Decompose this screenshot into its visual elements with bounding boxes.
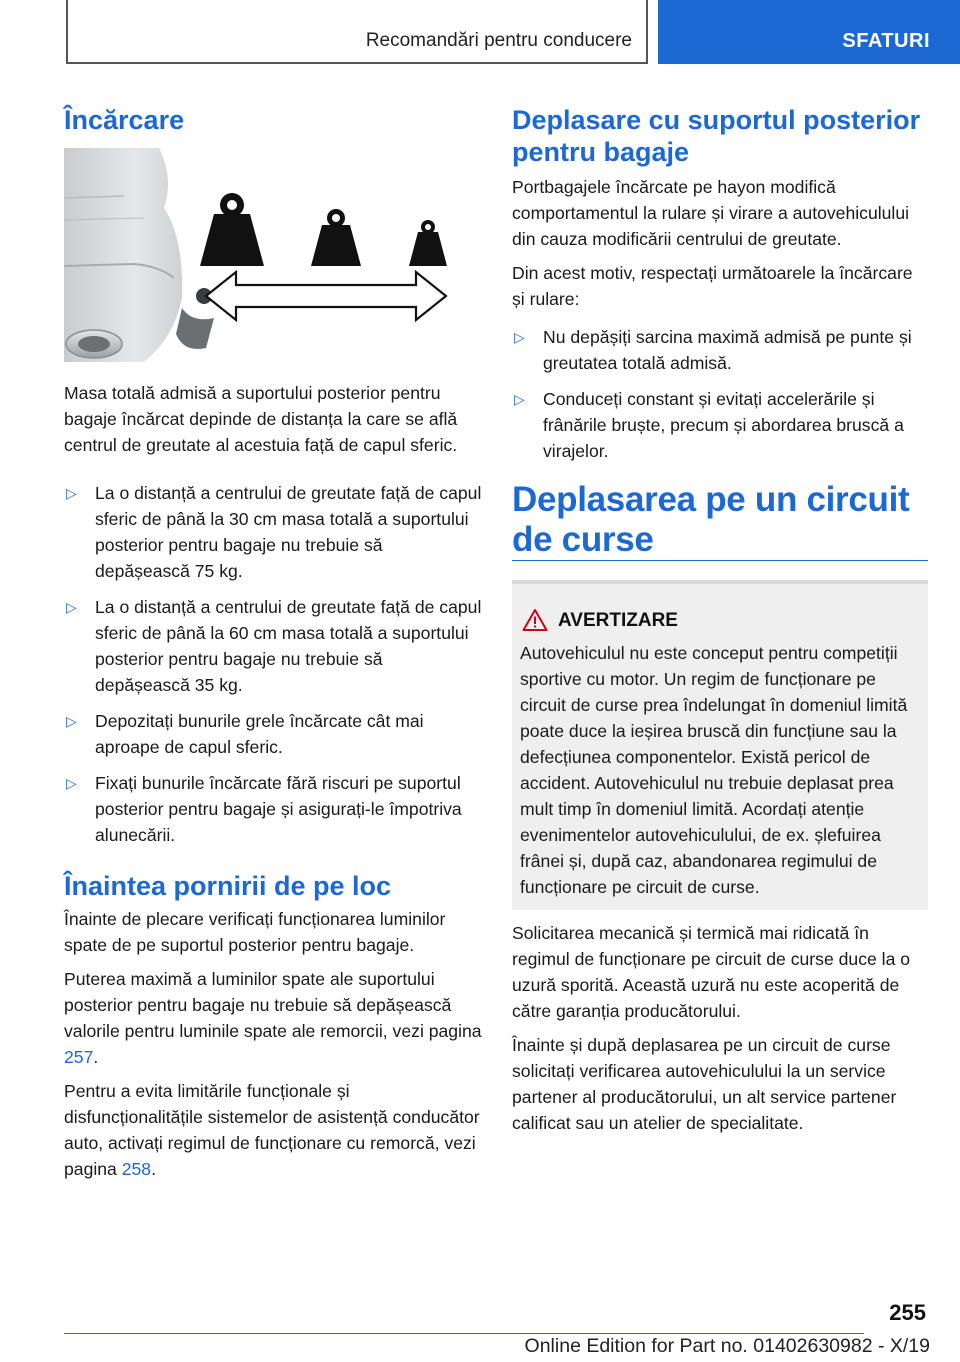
list-item bbox=[64, 708, 482, 760]
heading-before-start: Înaintea pornirii de pe loc bbox=[64, 871, 392, 901]
triangle-right-icon: ▷ bbox=[66, 775, 77, 791]
list-item bbox=[64, 480, 482, 584]
paragraph-text: . bbox=[151, 1159, 156, 1179]
triangle-right-icon: ▷ bbox=[514, 391, 525, 407]
paragraph: Masa totală admisă a suportului posterior pentru bagaje încărcat depinde de distanța la care se află centrul de greutate al acestuia față de capul sferic. bbox=[64, 383, 458, 455]
triangle-right-icon: ▷ bbox=[66, 713, 77, 729]
list-item-text: Depozitați bunurile grele încărcate cât mai aproape de capul sferic. bbox=[95, 711, 424, 757]
edition-info: Online Edition for Part no. 01402630982 - X/19 bbox=[524, 1335, 930, 1357]
triangle-right-icon: ▷ bbox=[66, 485, 77, 501]
header-section-tab[interactable] bbox=[658, 0, 960, 64]
paragraph bbox=[64, 966, 482, 1070]
list-item-text: La o distanță a centrului de greutate față de capul sferic de până la 60 cm masa totală a suportului posterior pentru bagaje nu trebuie să depășească 35 kg. bbox=[95, 597, 482, 695]
right-column bbox=[512, 104, 928, 464]
heading-race-track: Deplasarea pe un circuit de curse bbox=[512, 480, 910, 559]
paragraph: Înainte și după deplasarea pe un circuit de curse solicitați verificarea autovehiculului la un service partener al producătorului, un alt service partener calificat sau un atelier de specialitate. bbox=[512, 1035, 897, 1133]
warning-triangle-icon bbox=[522, 608, 548, 632]
list-item bbox=[512, 324, 928, 376]
triangle-right-icon: ▷ bbox=[514, 329, 525, 345]
list-item-text: Fixați bunurile încărcate fără riscuri pe suportul posterior pentru bagaje și asigurați-le împotriva alunecării. bbox=[95, 773, 462, 845]
heading-rear-carrier: Deplasare cu suportul posterior pentru bagaje bbox=[512, 105, 921, 167]
load-distance-illustration bbox=[64, 148, 482, 362]
list-item-text: La o distanță a centrului de greutate față de capul sferic de până la 30 cm masa totală a suportului posterior pentru bagaje nu trebuie să depășească 75 kg. bbox=[95, 483, 482, 581]
page-number: 255 bbox=[889, 1300, 926, 1325]
header-tab-label: SFATURI bbox=[842, 30, 930, 52]
paragraph-text: Puterea maximă a luminilor spate ale suportului posterior pentru bagaje nu trebuie să depășească valorile pentru luminile spate ale remorcii, vezi pagina bbox=[64, 969, 482, 1041]
paragraph: Din acest motiv, respectați următoarele la încărcare și rulare: bbox=[512, 263, 913, 309]
footer-divider bbox=[64, 1333, 864, 1334]
paragraph bbox=[64, 1078, 482, 1182]
paragraph-text: . bbox=[93, 1047, 99, 1067]
load-distance-illustration-svg bbox=[64, 148, 482, 362]
list-item bbox=[64, 770, 482, 848]
heading-underline bbox=[512, 560, 928, 561]
list-item bbox=[64, 594, 482, 698]
paragraph: Înainte de plecare verificați funcționarea luminilor spate de pe suportul posterior pentru bagaje. bbox=[64, 909, 446, 955]
paragraph: Portbagajele încărcate pe hayon modifică comportamentul la rulare și virare a autovehiculului din cauza modificării centrului de greutate. bbox=[512, 177, 910, 249]
heading-loading: Încărcare bbox=[64, 105, 185, 135]
right-column-lower bbox=[512, 920, 928, 1136]
bullet-list bbox=[64, 480, 482, 848]
list-item bbox=[512, 386, 928, 464]
header-title-box bbox=[66, 0, 648, 64]
warning-text: Autovehiculul nu este conceput pentru competiții sportive cu motor. Un regim de funcționare pe circuit de curse prea îndelungat în domeniul limită poate duce la ieșirea bruscă din funcțiune sau la defecțiunea componentelor. Există pericol de accident. Autovehiculul nu trebuie deplasat prea mult timp în domeniul limită. Acordați atenție evenimentelor autovehiculului, de ex. șlefuirea frânei și, după caz, abandonarea regimului de funcționare pe circuit de curse. bbox=[520, 643, 908, 897]
paragraph: Solicitarea mecanică și termică mai ridicată în regimul de funcționare pe circuit de curse duce la o uzură sporită. Această uzură nu este acoperită de către garanția producătorului. bbox=[512, 923, 911, 1021]
warning-box bbox=[512, 580, 928, 910]
warning-title: AVERTIZARE bbox=[558, 610, 678, 631]
header-title: Recomandări pentru conducere bbox=[365, 30, 632, 51]
left-column bbox=[64, 380, 482, 1182]
page-link-258[interactable]: 258 bbox=[121, 1159, 152, 1179]
page-link-257[interactable]: 257 bbox=[64, 1047, 94, 1067]
list-item-text: Conduceți constant și evitați accelerările și frânările bruște, precum și abordarea bruscă a virajelor. bbox=[543, 389, 904, 461]
list-item-text: Nu depășiți sarcina maximă admisă pe punte și greutatea totală admisă. bbox=[543, 327, 912, 373]
bullet-list bbox=[512, 324, 928, 464]
triangle-right-icon: ▷ bbox=[66, 599, 77, 615]
paragraph-text: Pentru a evita limitările funcționale și disfuncționalitățile sistemelor de asistență conducător auto, activați regimul de funcționare cu remorcă, vezi pagina bbox=[64, 1081, 480, 1179]
